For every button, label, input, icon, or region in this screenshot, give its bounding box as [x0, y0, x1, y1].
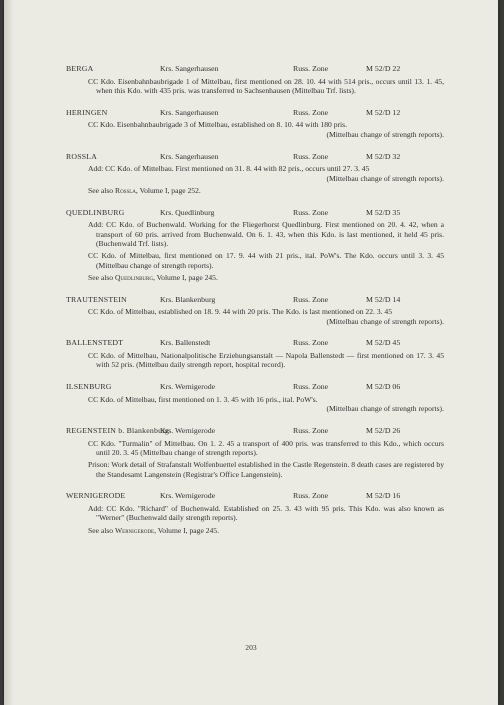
- entry-paragraph: [66, 120, 444, 139]
- map-reference: M 52/D 12: [366, 107, 401, 117]
- zone-name: Russ. Zone: [293, 338, 329, 348]
- place-name: ILSENBURG: [66, 382, 112, 392]
- entry-paragraph: [66, 164, 444, 183]
- entry-paragraph: [66, 351, 444, 370]
- map-reference: M 52/D 06: [366, 382, 401, 392]
- place-name: ROSSLA: [66, 151, 98, 161]
- zone-name: Russ. Zone: [293, 382, 329, 392]
- see-also-prefix: See also: [88, 525, 115, 535]
- entry-paragraph: [66, 504, 444, 523]
- entry-heading: [66, 491, 444, 501]
- gazetteer-entry: [66, 338, 444, 369]
- entry-paragraph: [66, 251, 444, 270]
- entry-paragraph: [66, 460, 444, 479]
- document-page: [4, 0, 498, 705]
- gazetteer-entry: [66, 295, 444, 326]
- map-reference: M 52/D 32: [366, 151, 401, 161]
- paragraph-text: CC Kdo. of Mittelbau, first mentioned on 17. 9. 44 with 21 pris., ital. PoW's. The Kdo. occurs until 3. 3. 45 (Mittelbau change of strength reports).: [88, 251, 444, 270]
- zone-name: Russ. Zone: [293, 426, 329, 435]
- district-name: Krs. Ballenstedt: [160, 338, 211, 348]
- district-name: Krs. Sangerhausen: [160, 107, 219, 117]
- paragraph-text: CC Kdo. of Mittelbau, Nationalpolitische Erziehungsanstalt — Napola Ballenstedt — first mentioned on 17. 3. 45 with 52 pris. (Mittelbau daily strength report, hospital record).: [88, 351, 444, 370]
- see-also-suffix: , Volume I, page 245.: [154, 525, 220, 535]
- place-name: TRAUTENSTEIN: [66, 294, 127, 304]
- map-reference: M 52/D 45: [366, 338, 401, 348]
- map-reference: M 52/D 14: [366, 294, 401, 304]
- gazetteer-entry: [66, 382, 444, 413]
- source-note: (Mittelbau change of strength reports).: [326, 173, 444, 183]
- paragraph-text: Add: CC Kdo. of Mittelbau. First mentioned on 31. 8. 44 with 82 pris., occurs until 27. 3. 45: [88, 164, 370, 174]
- zone-name: Russ. Zone: [293, 64, 329, 73]
- entry-heading: [66, 108, 444, 118]
- map-reference: M 52/D 16: [366, 491, 401, 501]
- source-note: (Mittelbau change of strength reports).: [326, 129, 444, 139]
- page-spine-shadow: [4, 0, 14, 705]
- district-name: Krs. Wernigerode: [160, 382, 216, 392]
- page-number: 203: [245, 643, 257, 652]
- entry-paragraph: [66, 439, 444, 458]
- district-name: Krs. Quedlinburg: [160, 207, 215, 217]
- see-also-ref: Quedlinburg: [115, 272, 153, 282]
- place-name: REGENSTEIN b. Blankenburg: [66, 426, 169, 435]
- entry-heading: [66, 64, 444, 74]
- see-also-reference: [66, 273, 444, 282]
- district-name: Krs. Sangerhausen: [160, 151, 219, 161]
- see-also-suffix: , Volume I, page 252.: [135, 185, 201, 195]
- see-also-ref: Rossla: [115, 185, 136, 195]
- entry-paragraph: [66, 307, 444, 326]
- entry-paragraph: [66, 220, 444, 248]
- paragraph-text: CC Kdo. Eisenbahnbaubrigade 1 of Mittelbau, first mentioned on 28. 10. 44 with 514 pris., occurs until 13. 1. 45, when this Kdo. with 435 pris. was transferred to Sachsenhausen (Mittelbau Trf. lists).: [88, 76, 444, 95]
- gazetteer-entry: [66, 208, 444, 283]
- entry-heading: [66, 426, 444, 436]
- district-name: Krs. Wernigerode: [160, 491, 216, 501]
- district-name: Krs. Blankenburg: [160, 294, 216, 304]
- see-also-suffix: , Volume I, page 245.: [152, 272, 218, 282]
- map-reference: M 52/D 35: [366, 207, 401, 217]
- zone-name: Russ. Zone: [293, 207, 329, 217]
- source-note: (Mittelbau change of strength reports).: [326, 404, 444, 414]
- paragraph-text: CC Kdo. Eisenbahnbaubrigade 3 of Mittelbau, established on 8. 10. 44 with 180 pris.: [88, 120, 347, 130]
- gazetteer-entry: [66, 426, 444, 479]
- gazetteer-entry: [66, 108, 444, 139]
- source-note: (Mittelbau change of strength reports).: [326, 316, 444, 326]
- zone-name: Russ. Zone: [293, 107, 329, 117]
- paragraph-text: Add: CC Kdo. of Buchenwald. Working for the Fliegerhorst Quedlinburg. First mentioned on 20. 4. 42, when a transport of 60 pris. arrived from Buchenwald. On 6. 1. 43, when this Kdo. is last mentioned, it held 45 pris. (Buchenwald Trf. lists).: [88, 220, 444, 248]
- see-also-prefix: See also: [88, 272, 115, 282]
- map-reference: M 52/D 22: [366, 64, 401, 73]
- entry-heading: [66, 208, 444, 218]
- district-name: Krs. Wernigerode: [160, 426, 216, 435]
- entry-heading: [66, 338, 444, 348]
- gazetteer-entry: [66, 64, 444, 95]
- gazetteer-entry: [66, 152, 444, 196]
- paragraph-text: CC Kdo. of Mittelbau, established on 18. 9. 44 with 20 pris. The Kdo. is last mentioned on 22. 3. 45: [88, 307, 393, 317]
- zone-name: Russ. Zone: [293, 294, 329, 304]
- entry-paragraph: [66, 77, 444, 96]
- place-name: BALLENSTEDT: [66, 338, 124, 348]
- see-also-prefix: See also: [88, 185, 115, 195]
- paragraph-text: Prison: Work detail of Strafanstalt Wolfenbuettel established in the Castle Regenstein. 8 death cases are registered by the Standesamt Langenstein (Registrar's Office Langenstein).: [88, 460, 444, 479]
- entry-heading: [66, 382, 444, 392]
- district-name: Krs. Sangerhausen: [160, 64, 219, 73]
- gazetteer-entry: [66, 491, 444, 535]
- zone-name: Russ. Zone: [293, 491, 329, 501]
- page-content: [66, 64, 444, 547]
- paragraph-text: CC Kdo. "Turmalin" of Mittelbau. On 1. 2. 45 a transport of 400 pris. was transferred to this Kdo., which occurs until 20. 3. 45 (Mittelbau change of strength reports).: [88, 438, 444, 457]
- place-name: HERINGEN: [66, 107, 108, 117]
- place-name: BERGA: [66, 64, 94, 73]
- place-name: WERNIGERODE: [66, 491, 126, 501]
- see-also-ref: Wernigerode: [115, 525, 155, 535]
- map-reference: M 52/D 26: [366, 426, 401, 435]
- see-also-reference: [66, 526, 444, 535]
- entry-paragraph: [66, 395, 444, 414]
- paragraph-text: CC Kdo. of Mittelbau, first mentioned on 1. 3. 45 with 16 pris., ital. PoW's.: [88, 394, 318, 404]
- zone-name: Russ. Zone: [293, 151, 329, 161]
- place-name: QUEDLINBURG: [66, 207, 125, 217]
- paragraph-text: Add: CC Kdo. "Richard" of Buchenwald. Established on 25. 3. 43 with 95 pris. This Kdo. was also known as "Werner" (Buchenwald daily strength reports).: [88, 504, 444, 523]
- entry-heading: [66, 152, 444, 162]
- entry-heading: [66, 295, 444, 305]
- see-also-reference: [66, 186, 444, 195]
